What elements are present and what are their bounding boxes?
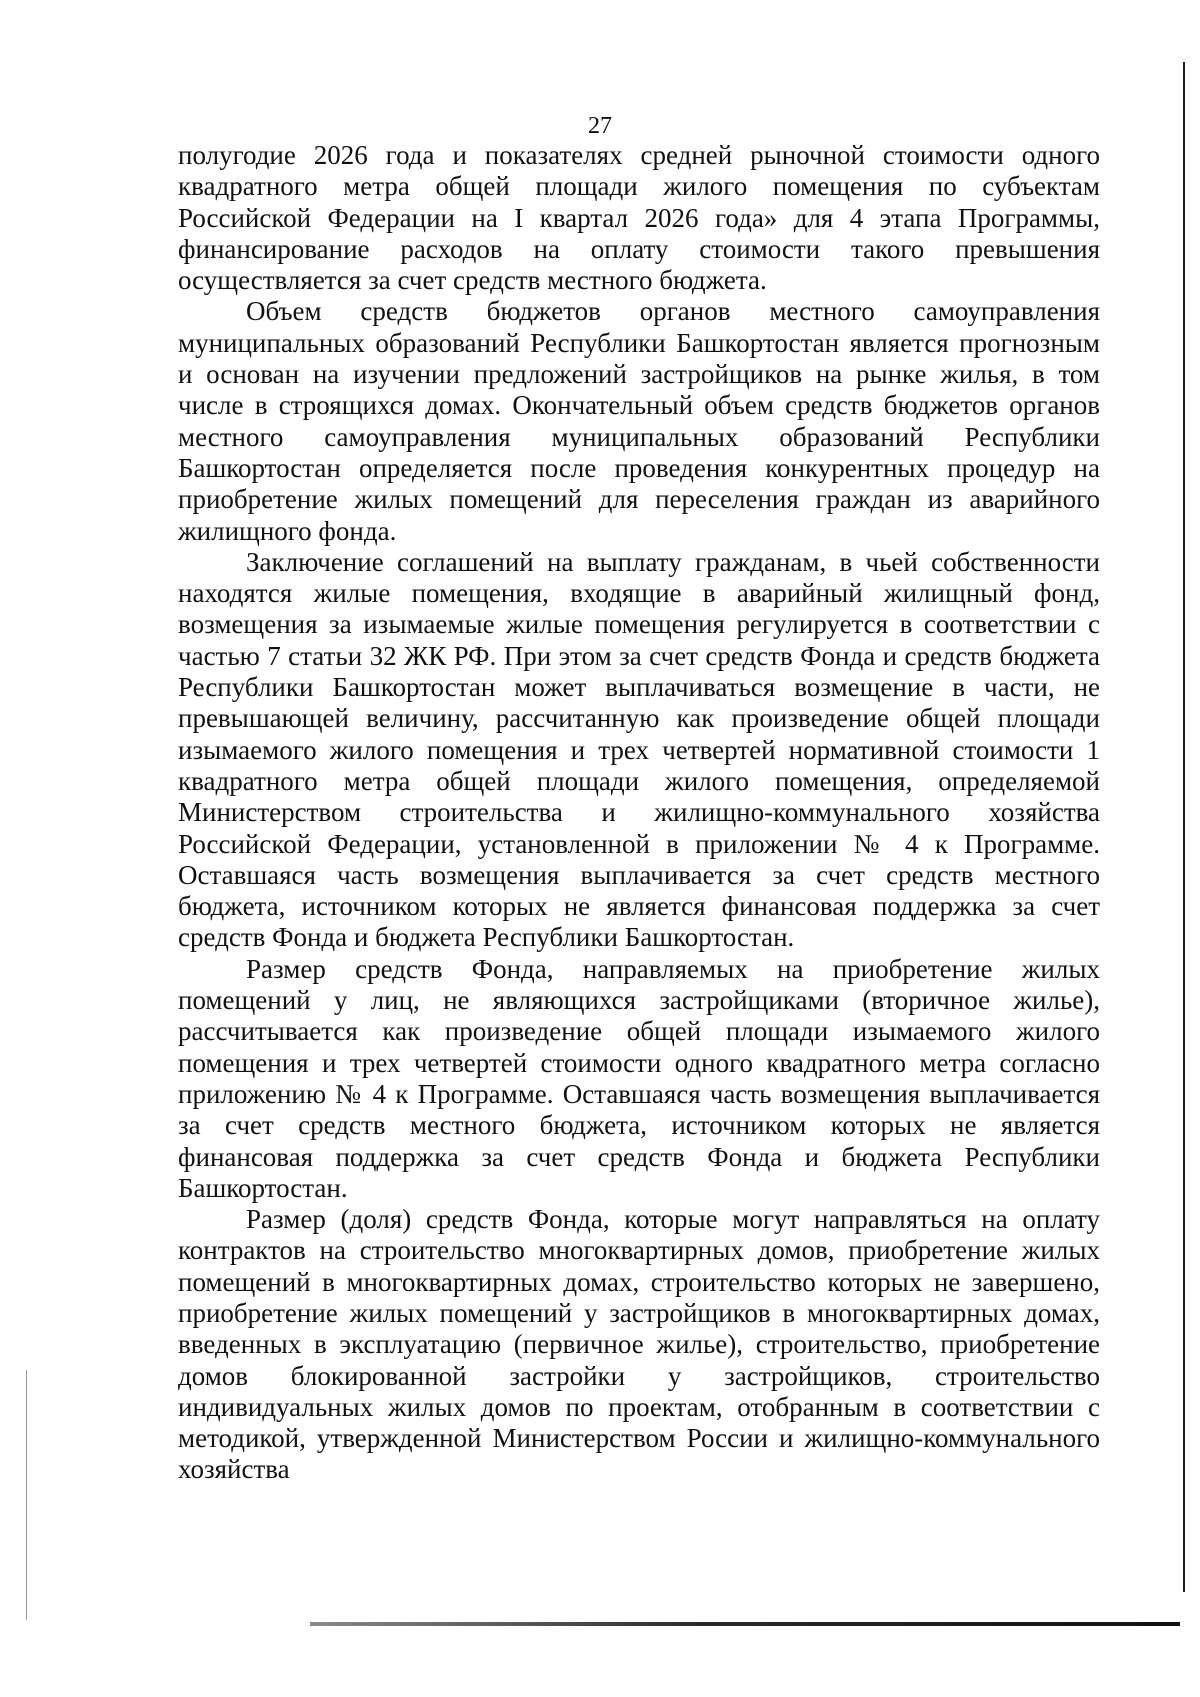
document-body xyxy=(178,140,1100,1486)
scan-edge-left xyxy=(26,1370,27,1620)
paragraph-continuation: полугодие 2026 года и показателях средней рыночной стоимости одного квадратного метра общей площади жилого помещения по субъектам Российской Федерации на I квартал 2026 года» для 4 этапа Программы, финансирование расходов на оплату стоимости такого превышения осуществляется за счет средств местного бюджета. xyxy=(178,140,1100,296)
scan-edge-right xyxy=(1183,62,1185,1592)
page-number: 27 xyxy=(588,113,612,139)
paragraph-compensation-agreements: Заключение соглашений на выплату гражданам, в чьей собственности находятся жилые помещения, входящие в аварийный жилищный фонд, возмещения за изымаемые жилые помещения регулируется в соответствии с частью 7 статьи 32 ЖК РФ. При этом за счет средств Фонда и средств бюджета Республики Башкортостан может выплачиваться возмещение в части, не превышающей величину, рассчитанную как произведение общей площади изымаемого жилого помещения и трех четвертей нормативной стоимости 1 квадратного метра общей площади жилого помещения, определяемой Министерством строительства и жилищно-коммунального хозяйства Российской Федерации, установленной в приложении № 4 к Программе. Оставшаяся часть возмещения выплачивается за счет средств местного бюджета, источником которых не является финансовая поддержка за счет средств Фонда и бюджета Республики Башкортостан. xyxy=(178,546,1100,953)
paragraph-budget-volume: Объем средств бюджетов органов местного самоуправления муниципальных образований Республики Башкортостан является прогнозным и основан на изучении предложений застройщиков на рынке жилья, в том числе в строящихся домах. Окончательный объем средств бюджетов органов местного самоуправления муниципальных образований Республики Башкортостан определяется после проведения конкурентных процедур на приобретение жилых помещений для переселения граждан из аварийного жилищного фонда. xyxy=(178,296,1100,546)
scan-edge-bottom xyxy=(310,1622,1180,1626)
paragraph-secondary-housing: Размер средств Фонда, направляемых на приобретение жилых помещений у лиц, не являющихся застройщиками (вторичное жилье), рассчитывается как произведение общей площади изымаемого жилого помещения и трех четвертей стоимости одного квадратного метра согласно приложению № 4 к Программе. Оставшаяся часть возмещения выплачивается за счет средств местного бюджета, источником которых не является финансовая поддержка за счет средств Фонда и бюджета Республики Башкортостан. xyxy=(178,953,1100,1203)
paragraph-fund-share: Размер (доля) средств Фонда, которые могут направляться на оплату контрактов на строительство многоквартирных домов, приобретение жилых помещений в многоквартирных домах, строительство которых не завершено, приобретение жилых помещений у застройщиков в многоквартирных домах, введенных в эксплуатацию (первичное жилье), строительство, приобретение домов блокированной застройки у застройщиков, строительство индивидуальных жилых домов по проектам, отобранным в соответствии с методикой, утвержденной Министерством России и жилищно-коммунального хозяйства xyxy=(178,1204,1100,1485)
